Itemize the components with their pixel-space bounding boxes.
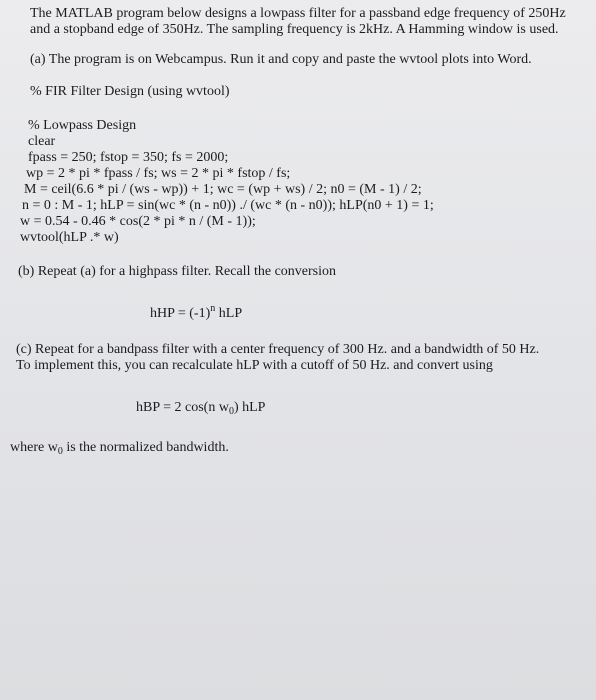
eq-bp-rhs: ) hLP [233, 400, 266, 415]
footer-subscript: 0 [57, 446, 63, 457]
code-line: wp = 2 * pi * fpass / fs; ws = 2 * pi * fstop / fs; [26, 166, 291, 181]
eq-bp-lhs: hBP = 2 cos(n w [136, 400, 229, 415]
code-line: w = 0.54 - 0.46 * cos(2 * pi * n / (M - 1)); [20, 214, 256, 229]
footer-prefix: where w [10, 440, 58, 455]
code-line: clear [28, 134, 56, 149]
part-a-text: (a) The program is on Webcampus. Run it and copy and paste the wvtool plots into Word. [30, 52, 532, 67]
code-comment-lowpass: % Lowpass Design [28, 118, 137, 133]
eq-hp-rhs: hLP [215, 306, 243, 321]
part-c-line-1: (c) Repeat for a bandpass filter with a center frequency of 300 Hz. and a bandwidth of 50 Hz. [16, 342, 540, 357]
intro-line-2: and a stopband edge of 350Hz. The sampling frequency is 2kHz. A Hamming window is used. [30, 22, 559, 37]
footer-note [10, 440, 229, 456]
eq-bp-subscript: 0 [228, 406, 234, 417]
intro-line-1: The MATLAB program below designs a lowpass filter for a passband edge frequency of 250Hz [30, 6, 566, 21]
code-line: M = ceil(6.6 * pi / (ws - wp)) + 1; wc = (wp + ws) / 2; n0 = (M - 1) / 2; [24, 182, 422, 197]
code-line: wvtool(hLP .* w) [20, 230, 119, 245]
bandpass-conversion-equation [136, 400, 265, 416]
eq-hp-lhs: hHP = (-1) [150, 306, 211, 321]
highpass-conversion-equation [150, 303, 243, 322]
code-line: fpass = 250; fstop = 350; fs = 2000; [28, 150, 229, 165]
part-b-text: (b) Repeat (a) for a highpass filter. Recall the conversion [18, 264, 336, 279]
code-comment-title: % FIR Filter Design (using wvtool) [30, 84, 230, 99]
code-line: n = 0 : M - 1; hLP = sin(wc * (n - n0)) ./ (wc * (n - n0)); hLP(n0 + 1) = 1; [22, 198, 434, 213]
part-c-line-2: To implement this, you can recalculate hLP with a cutoff of 50 Hz. and convert using [16, 358, 493, 373]
footer-suffix: is the normalized bandwidth. [62, 440, 229, 455]
eq-hp-exponent: n [210, 303, 216, 314]
